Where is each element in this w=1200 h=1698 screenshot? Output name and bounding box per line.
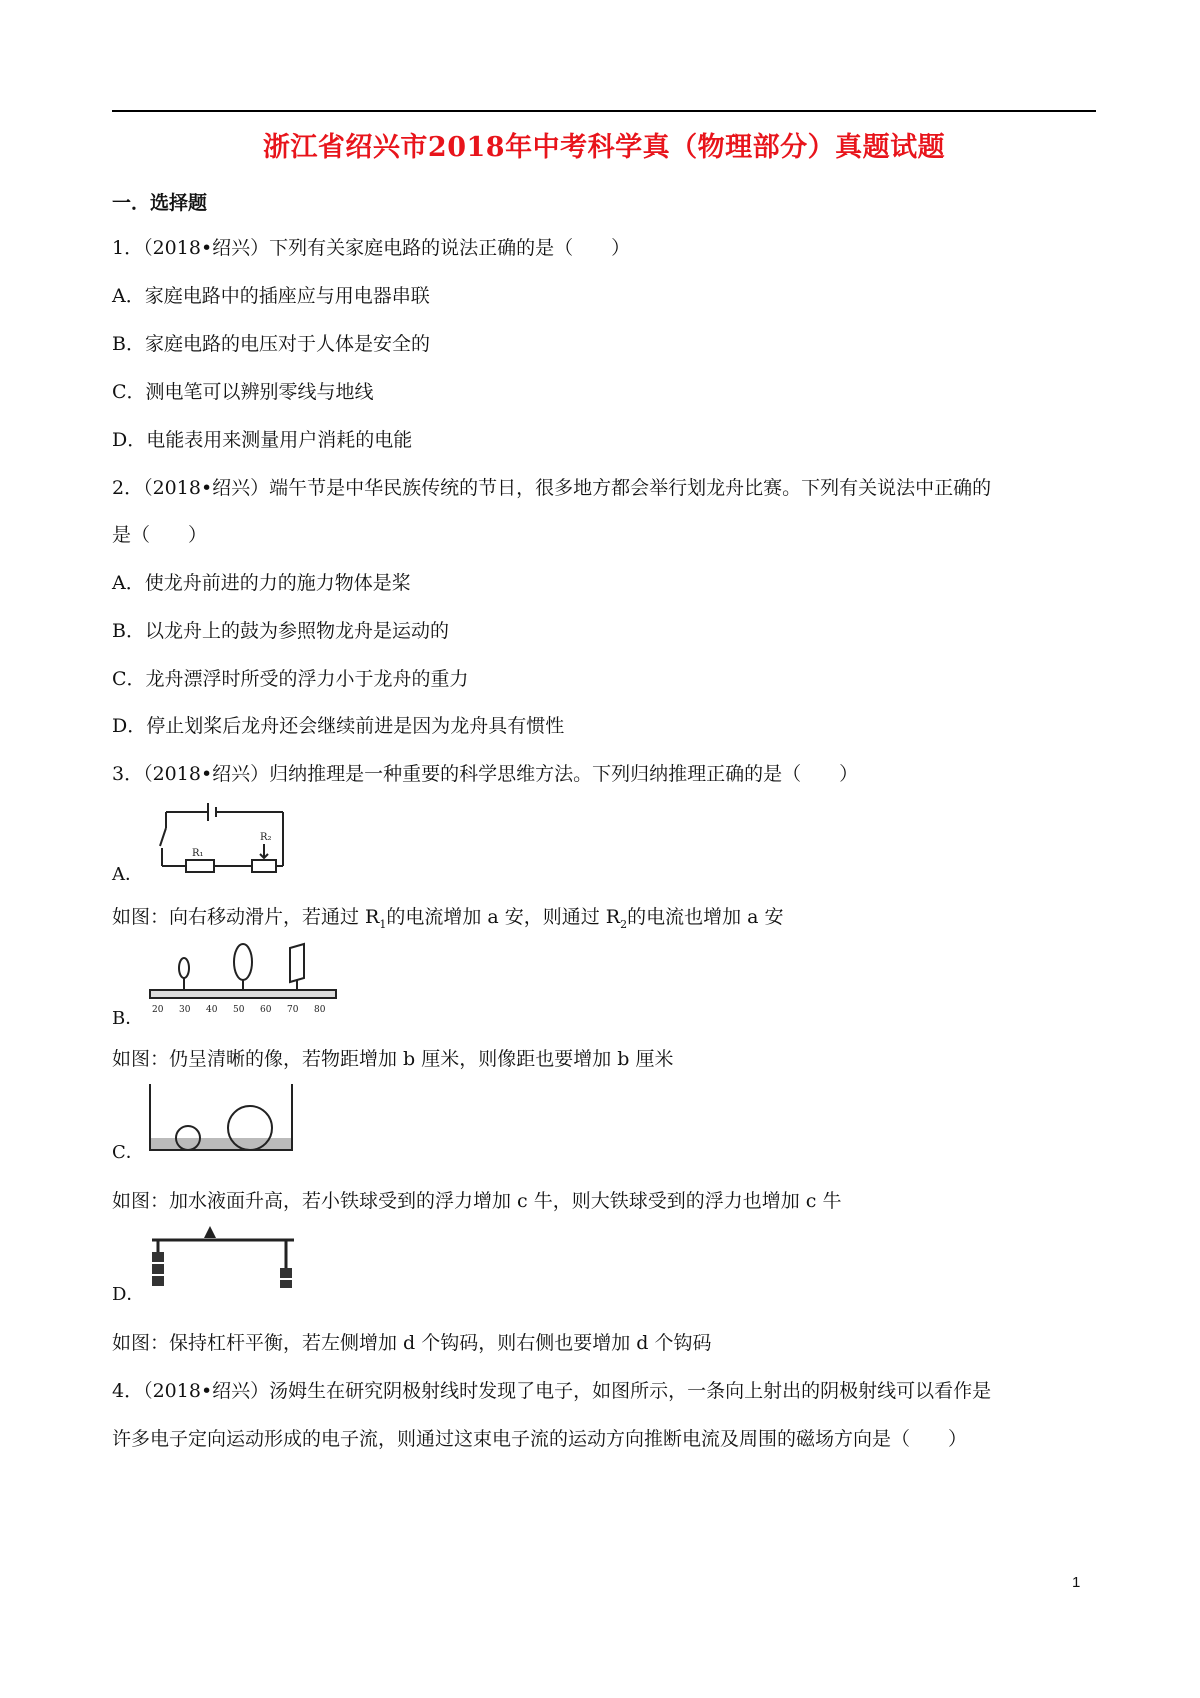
q3-option-b-caption: 如图：仍呈清晰的像，若物距增加 b 厘米，则像距也要增加 b 厘米 (112, 1048, 674, 1070)
q3-option-b-label: B． (112, 1008, 144, 1029)
q4-stem-line1: 4．（2018•绍兴）汤姆生在研究阴极射线时发现了电子，如图所示，一条向上射出的阴极射线可以看作是 (112, 1380, 992, 1402)
section-heading: 一．选择题 (112, 192, 208, 214)
tick-80: 80 (314, 1005, 326, 1015)
q2-stem-line2: 是（ ） (112, 524, 208, 546)
optical-bench-diagram-b (148, 940, 340, 1018)
q3-option-c-caption: 如图：加水液面升高，若小铁球受到的浮力增加 c 牛，则大铁球受到的浮力也增加 c 牛 (112, 1190, 842, 1212)
tick-60: 60 (260, 1005, 272, 1015)
tick-50: 50 (233, 1005, 245, 1015)
q3-option-c-label: C． (112, 1142, 144, 1163)
circuit-diagram-a (148, 800, 288, 880)
q4-stem-line2: 许多电子定向运动形成的电子流，则通过这束电子流的运动方向推断电流及周围的磁场方向是（ ） (112, 1428, 968, 1450)
q1-option-d: D．电能表用来测量用户消耗的电能 (112, 429, 413, 451)
tick-40: 40 (206, 1005, 218, 1015)
q3-option-a-caption: 如图：向右移动滑片，若通过 $R_1$的电流增加 a 安，则通过 $R_2$的电流也增加 a 安 (112, 906, 784, 931)
page-number: 1 (1072, 1574, 1081, 1591)
q2-option-c: C．龙舟漂浮时所受的浮力小于龙舟的重力 (112, 668, 469, 690)
q3-option-d-caption: 如图：保持杠杆平衡，若左侧增加 d 个钩码，则右侧也要增加 d 个钩码 (112, 1332, 712, 1354)
container-diagram-c (148, 1082, 296, 1154)
q2-option-a: A．使龙舟前进的力的施力物体是桨 (112, 572, 411, 594)
header-rule (112, 110, 1096, 112)
page-title: 浙江省绍兴市2018年中考科学真（物理部分）真题试题 (262, 132, 946, 163)
q3-stem: 3．（2018•绍兴）归纳推理是一种重要的科学思维方法。下列归纳推理正确的是（ ） (112, 763, 859, 785)
q1-option-a: A．家庭电路中的插座应与用电器串联 (112, 285, 430, 307)
q2-option-b: B．以龙舟上的鼓为参照物龙舟是运动的 (112, 620, 449, 642)
q1-option-b: B．家庭电路的电压对于人体是安全的 (112, 333, 430, 355)
tick-70: 70 (287, 1005, 299, 1015)
q2-stem-line1: 2．（2018•绍兴）端午节是中华民族传统的节日，很多地方都会举行划龙舟比赛。下列有关说法中正确的 (112, 477, 992, 499)
q1-stem: 1．（2018•绍兴）下列有关家庭电路的说法正确的是（ ） (112, 237, 631, 259)
tick-30: 30 (179, 1005, 191, 1015)
q2-option-d: D．停止划桨后龙舟还会继续前进是因为龙舟具有惯性 (112, 715, 565, 737)
lever-diagram-d (148, 1224, 298, 1290)
q1-option-c: C．测电笔可以辨别零线与地线 (112, 381, 374, 403)
figure-a-label-r2: R₂ (260, 832, 272, 843)
q3-option-a-label: A． (112, 864, 143, 885)
q3-option-d-label: D． (112, 1284, 145, 1305)
figure-a-label-r1: R₁ (192, 848, 204, 859)
tick-20: 20 (152, 1005, 164, 1015)
